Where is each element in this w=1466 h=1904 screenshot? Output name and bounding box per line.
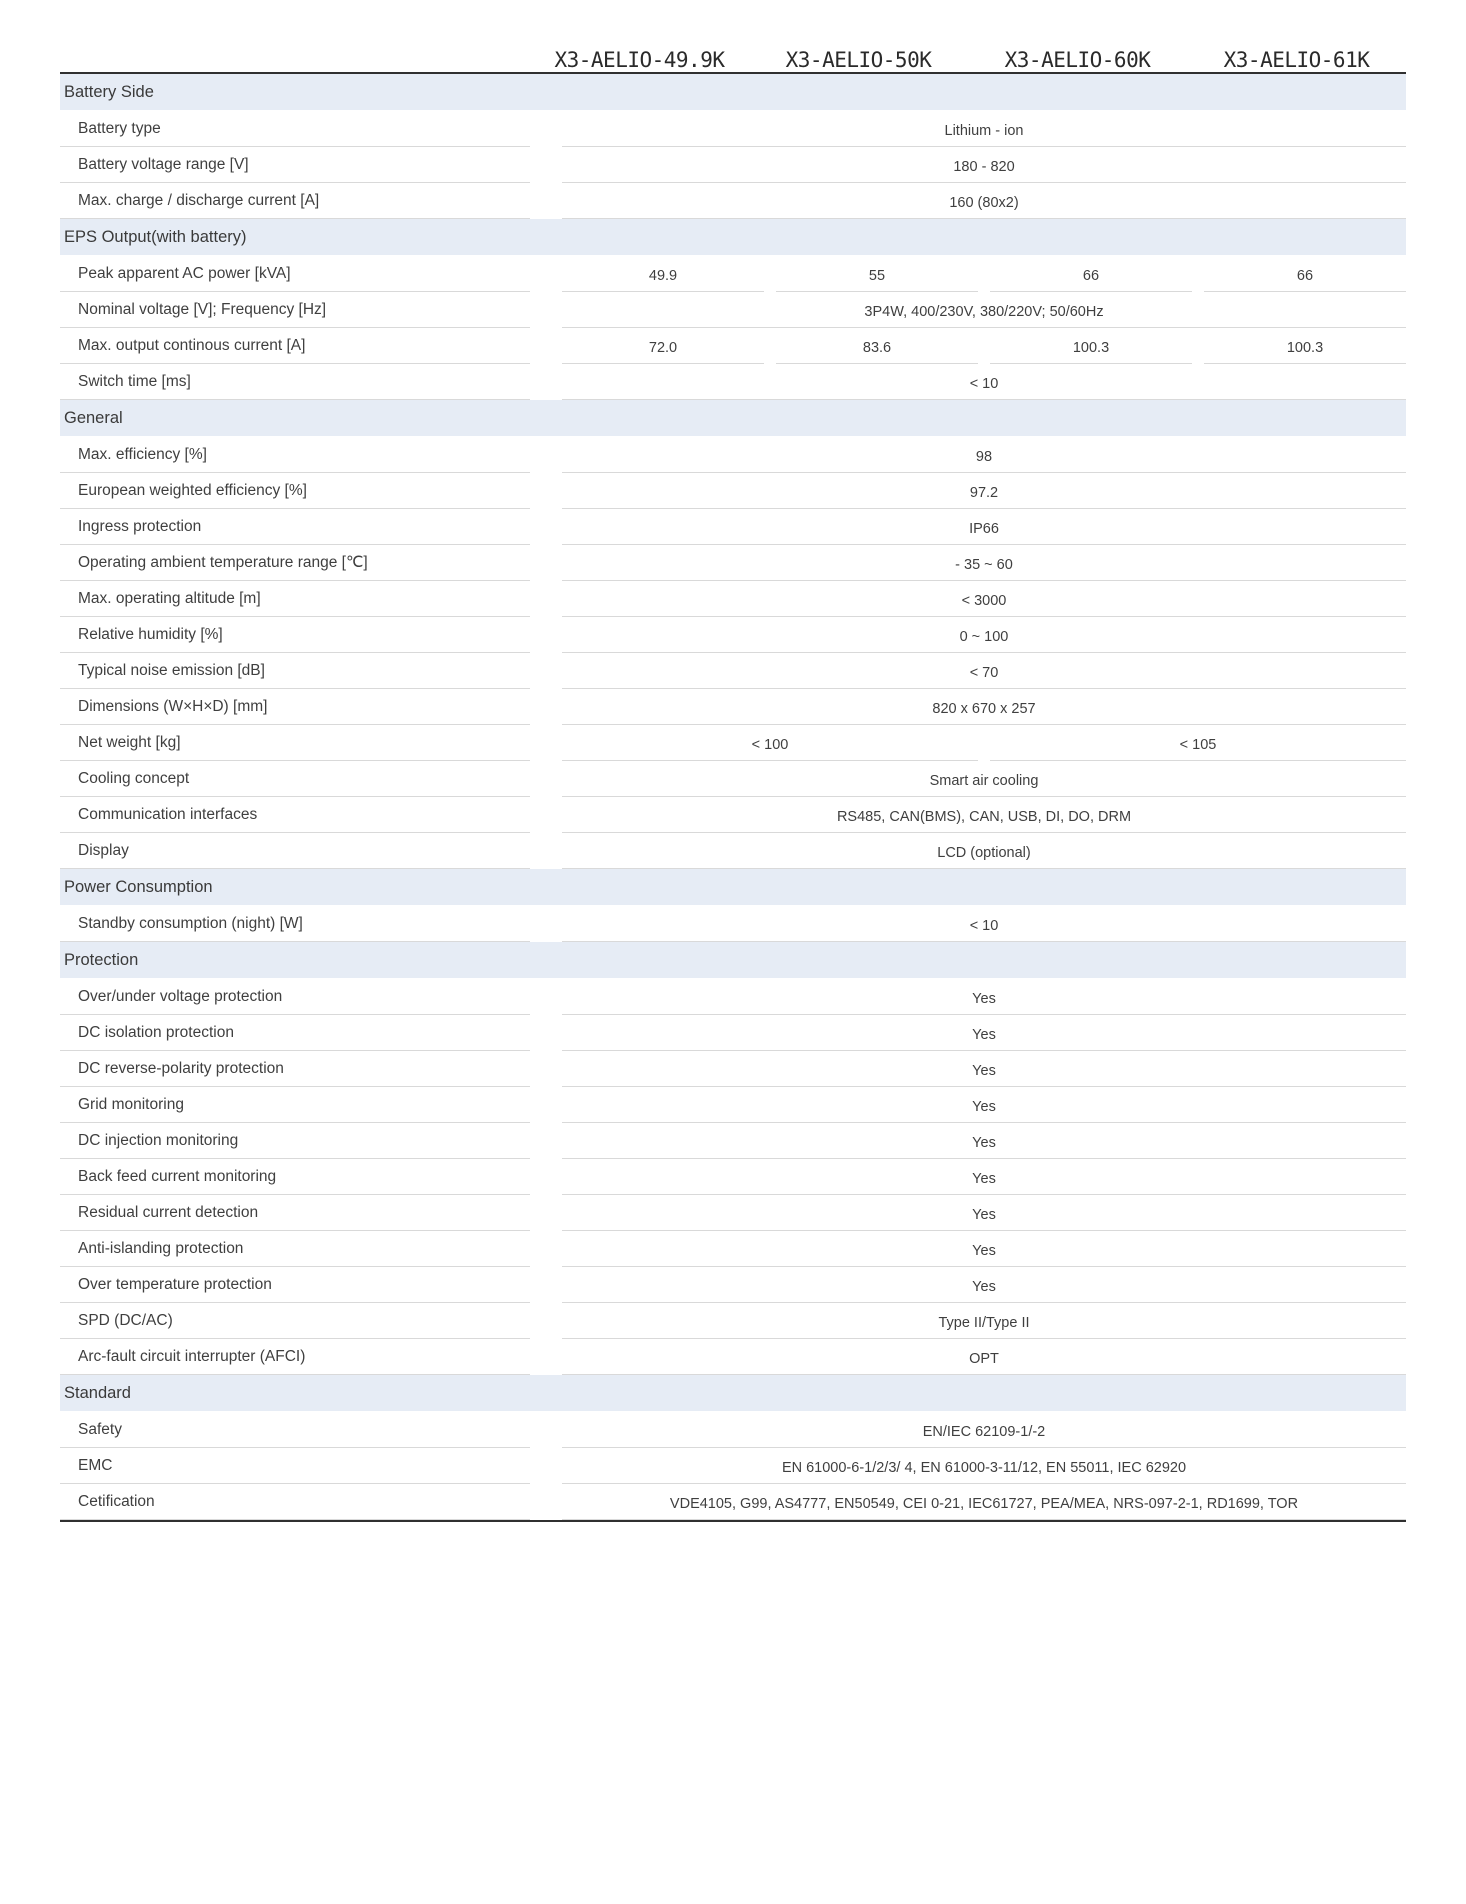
spec-label: Battery voltage range [V] xyxy=(60,147,530,183)
spec-row xyxy=(60,725,1406,761)
spec-row xyxy=(60,1159,1406,1195)
spec-label: Dimensions (W×H×D) [mm] xyxy=(60,689,530,725)
spec-row xyxy=(60,833,1406,869)
spec-values xyxy=(562,1051,1406,1087)
spec-values xyxy=(562,797,1406,833)
spec-values xyxy=(562,1231,1406,1267)
model-header-3: X3-AELIO-61K xyxy=(1223,48,1370,72)
spec-values xyxy=(562,509,1406,545)
spec-values xyxy=(562,545,1406,581)
spec-row xyxy=(60,292,1406,328)
spec-label: Arc-fault circuit interrupter (AFCI) xyxy=(60,1339,530,1375)
spec-row xyxy=(60,1303,1406,1339)
spec-label: Communication interfaces xyxy=(60,797,530,833)
spec-values xyxy=(562,1015,1406,1051)
model-header-0: X3-AELIO-49.9K xyxy=(554,48,725,72)
spec-row xyxy=(60,473,1406,509)
spec-value: RS485, CAN(BMS), CAN, USB, DI, DO, DRM xyxy=(562,797,1406,833)
spec-values xyxy=(562,725,1406,761)
spec-row xyxy=(60,364,1406,400)
spec-values xyxy=(562,1339,1406,1375)
spec-value: Yes xyxy=(562,1123,1406,1159)
spec-label: Net weight [kg] xyxy=(60,725,530,761)
spec-value: 160 (80x2) xyxy=(562,183,1406,219)
spec-values xyxy=(562,653,1406,689)
spec-label: SPD (DC/AC) xyxy=(60,1303,530,1339)
spec-row xyxy=(60,328,1406,364)
spec-value: Lithium - ion xyxy=(562,111,1406,147)
spec-label: Over temperature protection xyxy=(60,1267,530,1303)
spec-row xyxy=(60,1412,1406,1448)
spec-values xyxy=(562,1303,1406,1339)
spec-value: < 10 xyxy=(562,906,1406,942)
spec-value: 72.0 xyxy=(562,328,764,364)
spec-row xyxy=(60,509,1406,545)
spec-label: Cetification xyxy=(60,1484,530,1520)
spec-values xyxy=(562,1412,1406,1448)
spec-value: < 100 xyxy=(562,725,978,761)
spec-label: Residual current detection xyxy=(60,1195,530,1231)
spec-values xyxy=(562,1159,1406,1195)
spec-value: 66 xyxy=(1204,256,1406,292)
spec-row xyxy=(60,1484,1406,1520)
spec-values xyxy=(562,1484,1406,1520)
spec-value: 3P4W, 400/230V, 380/220V; 50/60Hz xyxy=(562,292,1406,328)
spec-values xyxy=(562,581,1406,617)
section-header: Battery Side xyxy=(60,74,1406,111)
spec-row xyxy=(60,256,1406,292)
spec-label: Nominal voltage [V]; Frequency [Hz] xyxy=(60,292,530,328)
spec-values xyxy=(562,617,1406,653)
spec-row xyxy=(60,906,1406,942)
spec-row xyxy=(60,979,1406,1015)
spec-label: Back feed current monitoring xyxy=(60,1159,530,1195)
spec-row xyxy=(60,1195,1406,1231)
spec-row xyxy=(60,653,1406,689)
spec-value: 180 - 820 xyxy=(562,147,1406,183)
spec-row xyxy=(60,689,1406,725)
spec-label: Grid monitoring xyxy=(60,1087,530,1123)
spec-values xyxy=(562,979,1406,1015)
spec-values xyxy=(562,147,1406,183)
spec-value: < 10 xyxy=(562,364,1406,400)
spec-row xyxy=(60,761,1406,797)
spec-label: Anti-islanding protection xyxy=(60,1231,530,1267)
spec-label: DC isolation protection xyxy=(60,1015,530,1051)
spec-label: Battery type xyxy=(60,111,530,147)
spec-values xyxy=(562,183,1406,219)
spec-label: DC reverse-polarity protection xyxy=(60,1051,530,1087)
spec-values xyxy=(562,906,1406,942)
spec-row xyxy=(60,1231,1406,1267)
spec-value: Yes xyxy=(562,1195,1406,1231)
spec-label: Safety xyxy=(60,1412,530,1448)
spec-value: IP66 xyxy=(562,509,1406,545)
spec-values xyxy=(562,761,1406,797)
spec-label: Ingress protection xyxy=(60,509,530,545)
spec-value: Yes xyxy=(562,1087,1406,1123)
spec-label: Max. operating altitude [m] xyxy=(60,581,530,617)
spec-values xyxy=(562,328,1406,364)
spec-row xyxy=(60,1267,1406,1303)
spec-row xyxy=(60,1087,1406,1123)
spec-value: Yes xyxy=(562,1015,1406,1051)
spec-value: VDE4105, G99, AS4777, EN50549, CEI 0-21, IEC61727, PEA/MEA, NRS-097-2-1, RD1699, TOR xyxy=(562,1484,1406,1520)
spec-label: Operating ambient temperature range [℃] xyxy=(60,545,530,581)
table-body xyxy=(60,74,1406,1520)
spec-values xyxy=(562,364,1406,400)
spec-label: DC injection monitoring xyxy=(60,1123,530,1159)
spec-label: Standby consumption (night) [W] xyxy=(60,906,530,942)
spec-values xyxy=(562,292,1406,328)
spec-row xyxy=(60,183,1406,219)
spec-value: Smart air cooling xyxy=(562,761,1406,797)
spec-value: 49.9 xyxy=(562,256,764,292)
spec-values xyxy=(562,473,1406,509)
spec-row xyxy=(60,1339,1406,1375)
spec-value: < 70 xyxy=(562,653,1406,689)
spec-value: < 3000 xyxy=(562,581,1406,617)
spec-values xyxy=(562,689,1406,725)
spec-value: 820 x 670 x 257 xyxy=(562,689,1406,725)
spec-row xyxy=(60,617,1406,653)
model-header-1: X3-AELIO-50K xyxy=(785,48,932,72)
spec-row xyxy=(60,1448,1406,1484)
spec-row xyxy=(60,545,1406,581)
spec-value: Yes xyxy=(562,1051,1406,1087)
section-header: Protection xyxy=(60,942,1406,979)
section-header: General xyxy=(60,400,1406,437)
spec-value: Yes xyxy=(562,1159,1406,1195)
spec-values xyxy=(562,1195,1406,1231)
spec-values xyxy=(562,833,1406,869)
spec-row xyxy=(60,1051,1406,1087)
spec-value: 83.6 xyxy=(776,328,978,364)
section-header: Power Consumption xyxy=(60,869,1406,906)
spec-row xyxy=(60,797,1406,833)
spec-value: 100.3 xyxy=(990,328,1192,364)
spec-label: European weighted efficiency [%] xyxy=(60,473,530,509)
spec-values xyxy=(562,437,1406,473)
spec-label: Switch time [ms] xyxy=(60,364,530,400)
spec-value: 66 xyxy=(990,256,1192,292)
model-header-2: X3-AELIO-60K xyxy=(1004,48,1151,72)
spec-row xyxy=(60,437,1406,473)
spec-label: EMC xyxy=(60,1448,530,1484)
spec-value: Yes xyxy=(562,1267,1406,1303)
spec-label: Max. output continous current [A] xyxy=(60,328,530,364)
spec-value: LCD (optional) xyxy=(562,833,1406,869)
spec-label: Over/under voltage protection xyxy=(60,979,530,1015)
spec-value: Type II/Type II xyxy=(562,1303,1406,1339)
spec-row xyxy=(60,111,1406,147)
table-bottom-rule xyxy=(60,1520,1406,1522)
spec-value: Yes xyxy=(562,979,1406,1015)
spec-values xyxy=(562,1267,1406,1303)
spec-value: 98 xyxy=(562,437,1406,473)
spec-label: Max. charge / discharge current [A] xyxy=(60,183,530,219)
spec-values xyxy=(562,1448,1406,1484)
section-header: Standard xyxy=(60,1375,1406,1412)
spec-value: 0 ~ 100 xyxy=(562,617,1406,653)
spec-value: OPT xyxy=(562,1339,1406,1375)
spec-value: 97.2 xyxy=(562,473,1406,509)
spec-values xyxy=(562,1123,1406,1159)
spec-label: Max. efficiency [%] xyxy=(60,437,530,473)
spec-row xyxy=(60,1015,1406,1051)
spec-label: Relative humidity [%] xyxy=(60,617,530,653)
spec-value: EN/IEC 62109-1/-2 xyxy=(562,1412,1406,1448)
spec-label: Cooling concept xyxy=(60,761,530,797)
spec-value: 55 xyxy=(776,256,978,292)
model-header-row xyxy=(60,0,1406,72)
spec-values xyxy=(562,111,1406,147)
spec-label: Typical noise emission [dB] xyxy=(60,653,530,689)
spec-value: EN 61000-6-1/2/3/ 4, EN 61000-3-11/12, EN 55011, IEC 62920 xyxy=(562,1448,1406,1484)
section-header: EPS Output(with battery) xyxy=(60,219,1406,256)
spec-values xyxy=(562,1087,1406,1123)
spec-value: 100.3 xyxy=(1204,328,1406,364)
spec-row xyxy=(60,147,1406,183)
spec-label: Peak apparent AC power [kVA] xyxy=(60,256,530,292)
spec-label: Display xyxy=(60,833,530,869)
spec-value: Yes xyxy=(562,1231,1406,1267)
spec-row xyxy=(60,581,1406,617)
spec-value: < 105 xyxy=(990,725,1406,761)
spec-values xyxy=(562,256,1406,292)
spec-row xyxy=(60,1123,1406,1159)
spec-value: - 35 ~ 60 xyxy=(562,545,1406,581)
